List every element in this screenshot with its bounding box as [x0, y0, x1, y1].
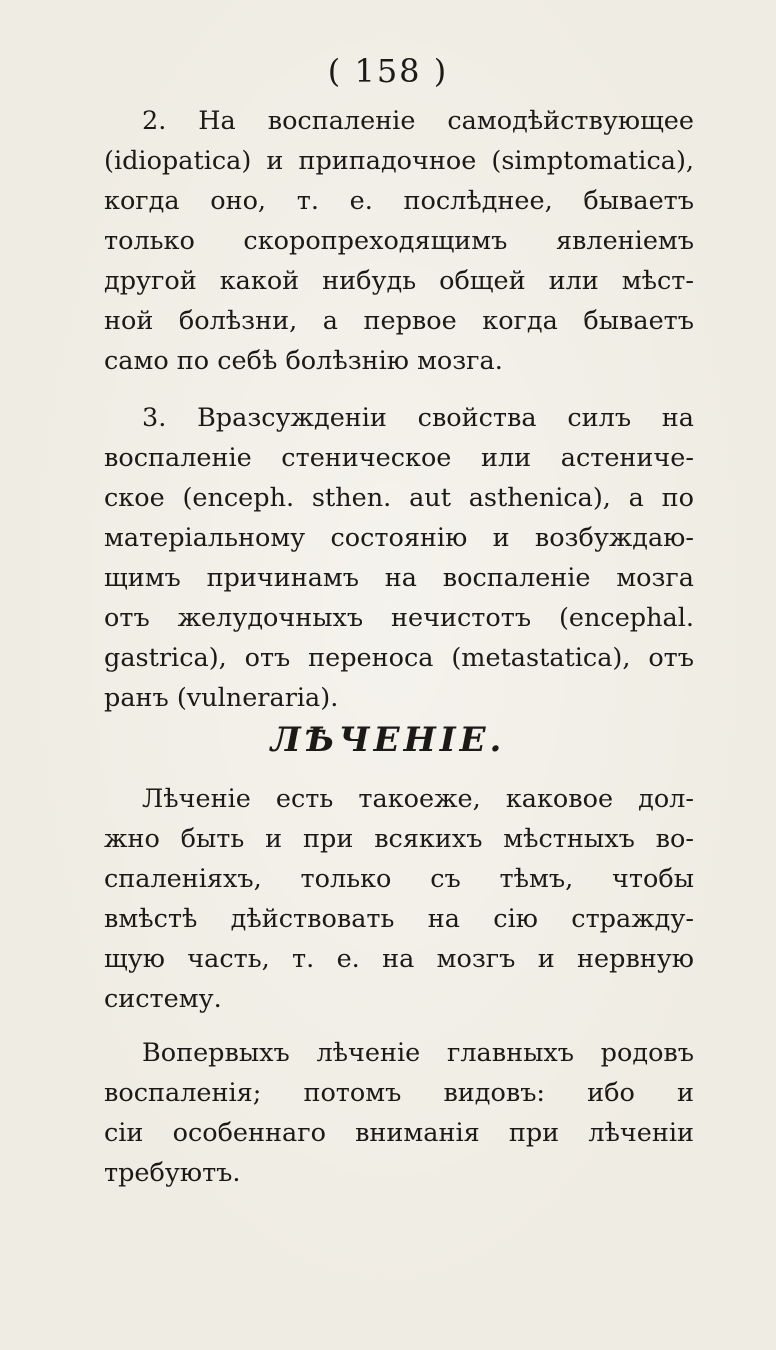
- text-line: систему.: [104, 984, 222, 1014]
- text-line: другой какой нибудь общей или мѣст-: [104, 266, 694, 296]
- text-line: Вопервыхъ лѣченіе главныхъ родовъ: [142, 1038, 694, 1068]
- text-line: сіи особеннаго вниманія при лѣченіи: [104, 1118, 694, 1148]
- section-heading: ЛѢЧЕНІЕ.: [270, 720, 506, 760]
- text-line: ранъ (vulneraria).: [104, 683, 339, 713]
- text-line: ной болѣзни, а первое когда бываетъ: [104, 306, 694, 336]
- text-line: воспаленія; потомъ видовъ: ибо и: [104, 1078, 694, 1108]
- text-line: вмѣстѣ дѣйствовать на сію стражду-: [104, 904, 694, 934]
- paragraph-treatment-2: [104, 1033, 694, 1193]
- text-line: воспаленіе стеническое или астениче-: [104, 443, 694, 473]
- text-line: 3. Вразсужденіи свойства силъ на: [142, 403, 694, 433]
- text-line: только скоропреходящимъ явленіемъ: [104, 226, 694, 256]
- paragraph-item-2: [104, 101, 694, 381]
- text-line: спаленіяхъ, только съ тѣмъ, чтобы: [104, 864, 694, 894]
- text-line: когда оно, т. е. послѣднее, бываетъ: [104, 186, 694, 216]
- text-line: жно быть и при всякихъ мѣстныхъ во-: [104, 824, 694, 854]
- text-line: отъ желудочныхъ нечистотъ (encephal.: [104, 603, 694, 633]
- text-line: щую часть, т. е. на мозгъ и нервную: [104, 944, 694, 974]
- paragraph-treatment-1: [104, 779, 694, 1019]
- text-line: матеріальному состоянію и возбуждаю-: [104, 523, 694, 553]
- text-line: (idiopatica) и припадочное (simptomatica),: [104, 146, 694, 176]
- text-line: само по себѣ болѣзнію мозга.: [104, 346, 503, 376]
- text-line: Лѣченіе есть такоеже, каковое дол-: [142, 784, 694, 814]
- text-line: требуютъ.: [104, 1158, 241, 1188]
- text-line: gastrica), отъ переноса (metastatica), отъ: [104, 643, 694, 673]
- page-number: ( 158 ): [327, 52, 449, 90]
- text-line: щимъ причинамъ на воспаленіе мозга: [104, 563, 694, 593]
- text-line: ское (enceph. sthen. aut asthenica), а по: [104, 483, 694, 513]
- text-line: 2. На воспаленіе самодѣйствующее: [142, 106, 694, 136]
- paragraph-item-3: [104, 398, 694, 718]
